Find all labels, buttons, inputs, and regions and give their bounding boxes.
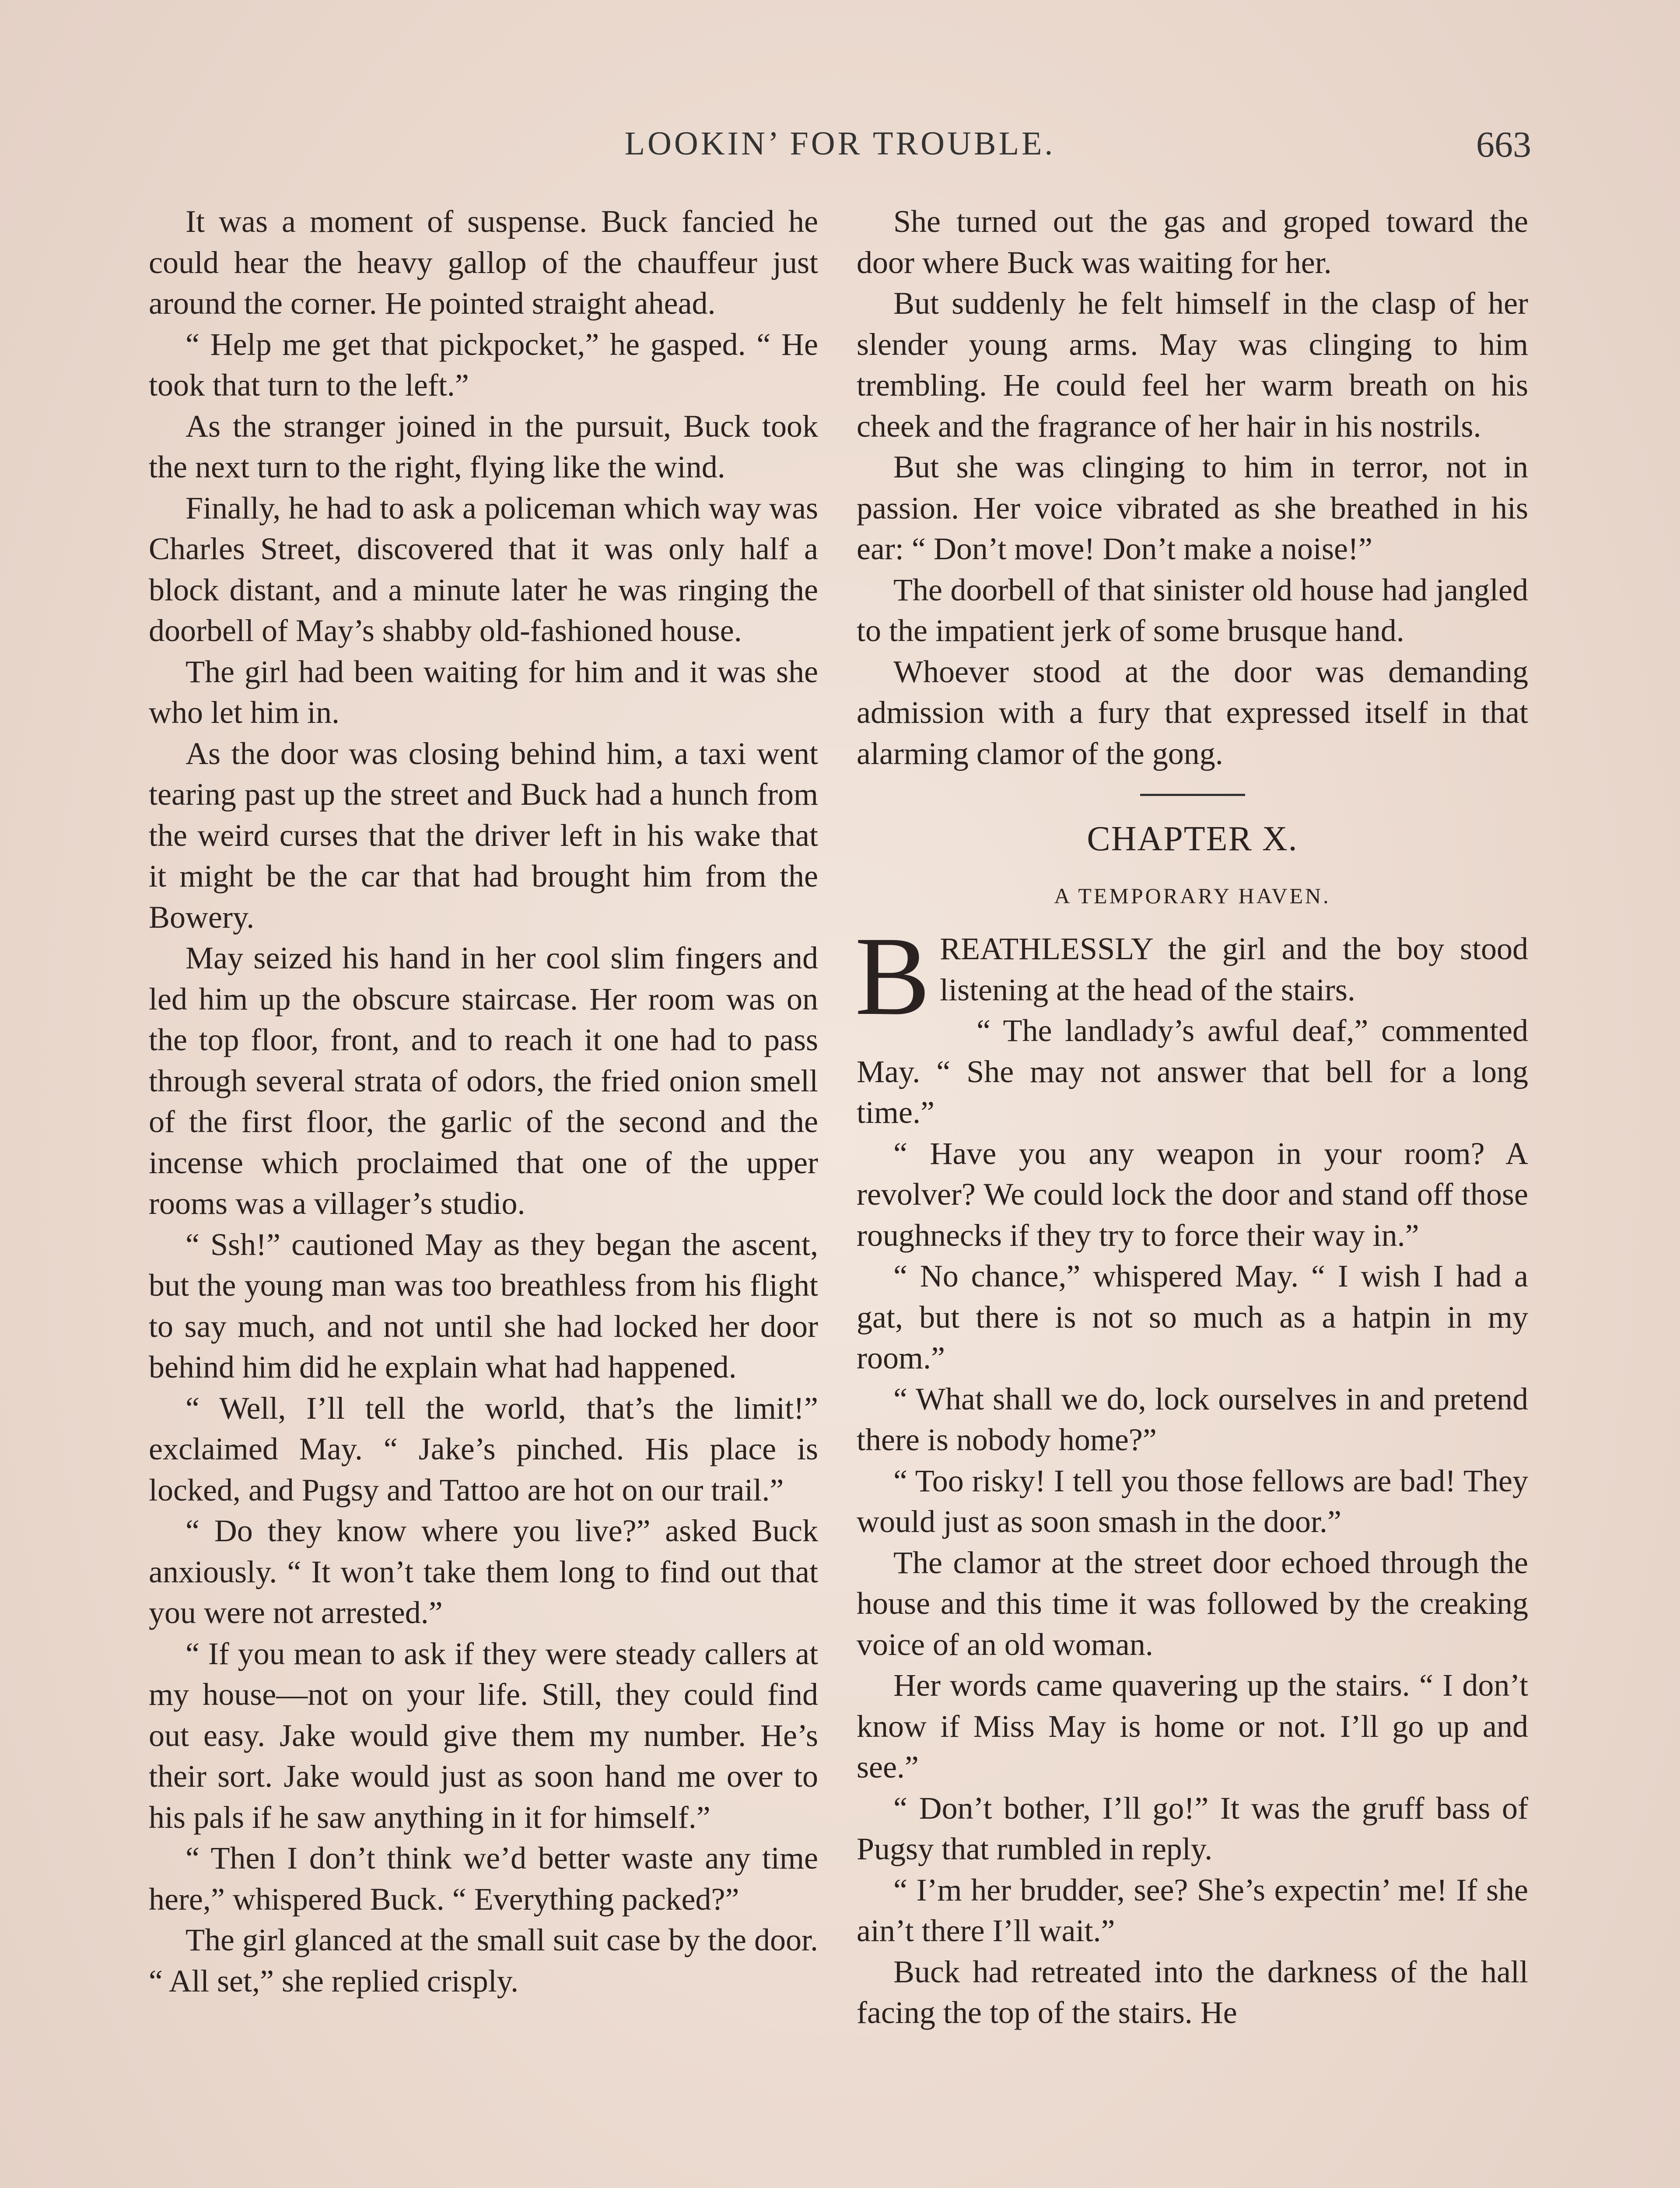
paragraph: “ If you mean to ask if they were steady callers at my house—not on your life. Still, they could find out easy. Jake would give them my number. He’s their sort. Jake would just as soon hand me over to his pals if he saw anything in it for himself.”	[149, 1636, 818, 1835]
opening-text: REATHLESSLY the girl and the boy stood listening at the head of the stairs.	[940, 931, 1528, 1007]
chapter-title: CHAPTER X.	[1087, 820, 1298, 858]
drop-cap: B	[855, 913, 931, 1038]
paragraph: It was a moment of suspense. Buck fancied he could hear the heavy gallop of the chauffeur just around the corner. He pointed straight ahead.	[149, 204, 818, 321]
paragraph: Buck had retreated into the darkness of the hall facing the top of the stairs. He	[857, 1954, 1528, 2030]
paragraph: As the stranger joined in the pursuit, Buck took the next turn to the right, flying like the wind.	[149, 408, 818, 484]
paragraph: Whoever stood at the door was demanding admission with a fury that expressed itself in that alarming clamor of the gong.	[857, 654, 1528, 771]
paragraph: The girl glanced at the small suit case by the door. “ All set,” she replied crisply.	[149, 1922, 818, 1999]
paragraph: “ Then I don’t think we’d better waste any time here,” whispered Buck. “ Everything packed?”	[149, 1841, 818, 1917]
chapter-subtitle: A TEMPORARY HAVEN.	[1054, 883, 1331, 908]
running-header-title: LOOKIN’ FOR TROUBLE.	[624, 125, 1056, 162]
paragraph: “ I’m her brudder, see? She’s expectin’ me! If she ain’t there I’ll wait.”	[857, 1872, 1528, 1948]
right-column	[857, 201, 1528, 2034]
paragraph: But she was clinging to him in terror, not in passion. Her voice vibrated as she breathed in his ear: “ Don’t move! Don’t make a noise!”	[857, 449, 1528, 566]
paragraph: The clamor at the street door echoed through the house and this time it was followed by the creaking voice of an old woman.	[857, 1545, 1528, 1662]
paragraph: But suddenly he felt himself in the clasp of her slender young arms. May was clinging to him trembling. He could feel her warm breath on his cheek and the fragrance of her hair in his nostrils.	[857, 286, 1528, 444]
paragraph: “ Too risky! I tell you those fellows are bad! They would just as soon smash in the door.”	[857, 1463, 1528, 1539]
paragraph: “ Ssh!” cautioned May as they began the ascent, but the young man was too breathless from his flight to say much, and not until she had locked her door behind him did he explain what had happened.	[149, 1227, 818, 1385]
paragraph: The doorbell of that sinister old house had jangled to the impatient jerk of some brusque hand.	[857, 572, 1528, 648]
paragraph: “ Well, I’ll tell the world, that’s the limit!” exclaimed May. “ Jake’s pinched. His place is locked, and Pugsy and Tattoo are hot on our trail.”	[149, 1390, 818, 1508]
chapter-opening-paragraph	[855, 913, 1528, 1038]
page-number: 663	[1476, 124, 1531, 165]
section-divider	[1140, 794, 1245, 796]
paragraph: “ Don’t bother, I’ll go!” It was the gruff bass of Pugsy that rumbled in reply.	[857, 1790, 1528, 1866]
paragraph: As the door was closing behind him, a taxi went tearing past up the street and Buck had a hunch from the weird curses that the driver left in his wake that it might be the car that had brought him from the Bowery.	[149, 736, 818, 935]
paragraph: “ What shall we do, lock ourselves in and pretend there is nobody home?”	[857, 1381, 1528, 1457]
paragraph: “ Do they know where you live?” asked Buck anxiously. “ It won’t take them long to find out that you were not arrested.”	[149, 1513, 818, 1630]
paragraph: Finally, he had to ask a policeman which way was Charles Street, discovered that it was only half a block distant, and a minute later he was ringing the doorbell of May’s shabby old-fashioned house.	[149, 490, 818, 648]
paragraph: “ No chance,” whispered May. “ I wish I had a gat, but there is not so much as a hatpin in my room.”	[857, 1259, 1528, 1375]
paragraph: “ The landlady’s awful deaf,” commented May. “ She may not answer that bell for a long time.”	[857, 1013, 1528, 1130]
left-column	[149, 201, 818, 2002]
paragraph: “ Help me get that pickpocket,” he gasped. “ He took that turn to the left.”	[149, 326, 818, 403]
paragraph: The girl had been waiting for him and it was she who let him in.	[149, 654, 818, 730]
paragraph: “ Have you any weapon in your room? A revolver? We could lock the door and stand off those roughnecks if they try to force their way in.”	[857, 1136, 1528, 1253]
paragraph: May seized his hand in her cool slim fingers and led him up the obscure staircase. Her room was on the top floor, front, and to reach it one had to pass through several strata of odors, the fried onion smell of the first floor, the garlic of the second and the incense which proclaimed that one of the upper rooms was a villager’s studio.	[149, 940, 818, 1221]
paragraph: Her words came quavering up the stairs. “ I don’t know if Miss May is home or not. I’ll go up and see.”	[857, 1668, 1528, 1785]
paragraph: She turned out the gas and groped toward the door where Buck was waiting for her.	[857, 204, 1528, 280]
